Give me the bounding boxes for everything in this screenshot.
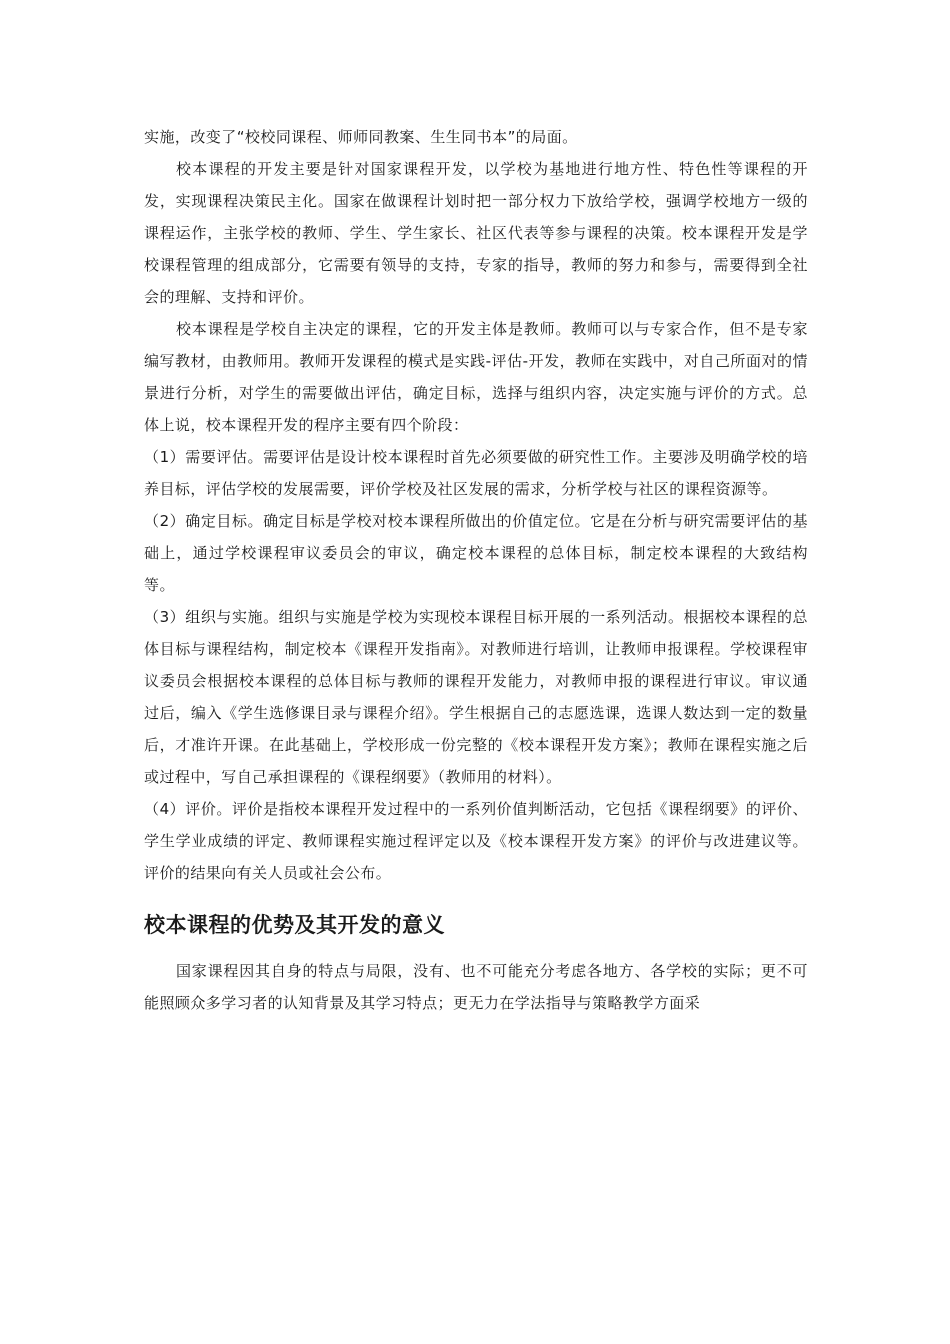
- list-item-organize-implement: （3）组织与实施。组织与实施是学校为实现校本课程目标开展的一系列活动。根据校本课程的总体目标与课程结构，制定校本《课程开发指南》。对教师进行培训，让教师申报课程。学校课程审议委员会根据校本课程的总体目标与教师的课程开发能力，对教师申报的课程进行审议。审议通过后，编入《学生选修课目录与课程介绍》。学生根据自己的志愿选课，选课人数达到一定的数量后，才准许开课。在此基础上，学校形成一份完整的《校本课程开发方案》；教师在课程实施之后或过程中，写自己承担课程的《课程纲要》（教师用的材料）。: [144, 608, 808, 786]
- list-item-needs-assessment: （1）需要评估。需要评估是设计校本课程时首先必须要做的研究性工作。主要涉及明确学校的培养目标，评估学校的发展需要，评价学校及社区发展的需求，分析学校与社区的课程资源等。: [144, 448, 808, 498]
- paragraph-national-curriculum: 国家课程因其自身的特点与局限，没有、也不可能充分考虑各地方、各学校的实际；更不可能照顾众多学习者的认知背景及其学习特点；更无力在学法指导与策略教学方面采: [144, 962, 808, 1012]
- paragraph-development-purpose: 校本课程的开发主要是针对国家课程开发，以学校为基地进行地方性、特色性等课程的开发，实现课程决策民主化。国家在做课程计划时把一部分权力下放给学校，强调学校地方一级的课程运作，主张学校的教师、学生、学生家长、社区代表等参与课程的决策。校本课程开发是学校课程管理的组成部分，它需要有领导的支持，专家的指导，教师的努力和参与，需要得到全社会的理解、支持和评价。: [144, 160, 808, 306]
- list-item-set-goals: （2）确定目标。确定目标是学校对校本课程所做出的价值定位。它是在分析与研究需要评估的基础上，通过学校课程审议委员会的审议，确定校本课程的总体目标，制定校本课程的大致结构等。: [144, 512, 808, 594]
- paragraph-teacher-role: 校本课程是学校自主决定的课程，它的开发主体是教师。教师可以与专家合作，但不是专家编写教材，由教师用。教师开发课程的模式是实践-评估-开发，教师在实践中，对自己所面对的情景进行分析，对学生的需要做出评估，确定目标，选择与组织内容，决定实施与评价的方式。总体上说，校本课程开发的程序主要有四个阶段：: [144, 320, 808, 434]
- section-heading: 校本课程的优势及其开发的意义: [144, 913, 445, 937]
- document-body: [144, 121, 808, 1019]
- paragraph-continuation: 实施，改变了“校校同课程、师师同教案、生生同书本”的局面。: [144, 128, 578, 146]
- list-item-evaluation: （4）评价。评价是指校本课程开发过程中的一系列价值判断活动，它包括《课程纲要》的评价、学生学业成绩的评定、教师课程实施过程评定以及《校本课程开发方案》的评价与改进建议等。评价的结果向有关人员或社会公布。: [144, 800, 808, 882]
